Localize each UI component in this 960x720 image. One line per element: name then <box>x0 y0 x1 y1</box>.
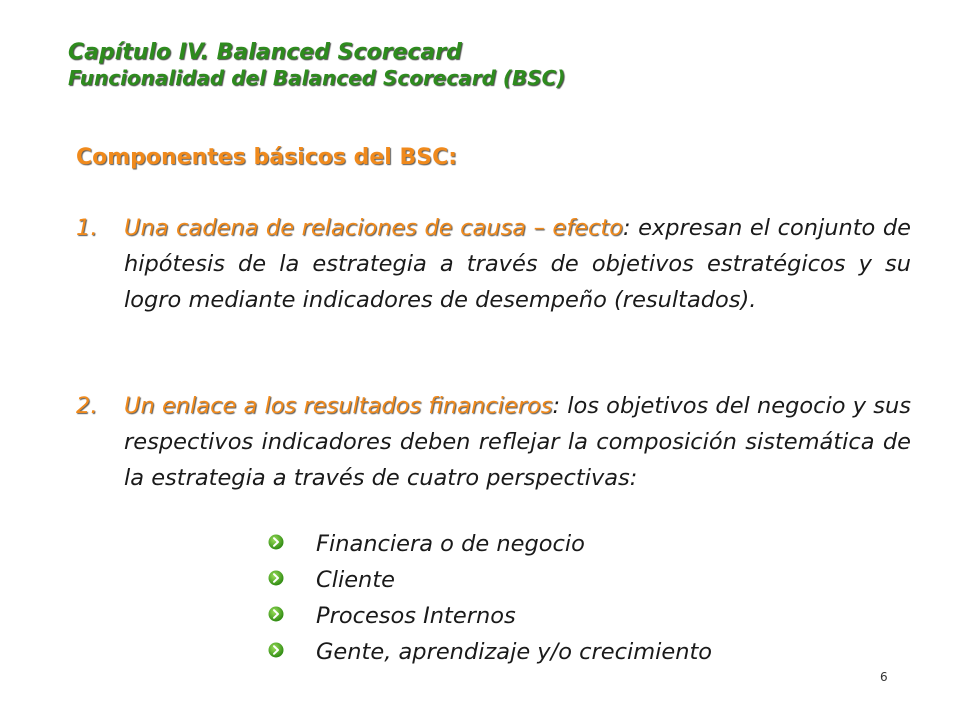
list-item-text: : los objetivos del negocio y sus respectivos indicadores deben reflejar la composición sistemática de la estrategia a través de cuatro perspectivas: <box>124 393 911 491</box>
slide-header <box>68 40 565 90</box>
perspectives-list <box>268 526 712 670</box>
list-item-text: : expresan el conjunto de hipótesis de la estrategia a través de objetivos estratégicos y su logro mediante indicadores de desempeño (resultados). <box>124 215 911 313</box>
list-item-causal-chain <box>76 210 911 318</box>
perspective-label: Gente, aprendizaje y/o crecimiento <box>316 639 713 665</box>
list-item-financial-link <box>76 388 911 496</box>
perspective-item <box>268 562 712 598</box>
list-item-lead: Una cadena de relaciones de causa – efecto <box>124 215 623 241</box>
chapter-title: Capítulo IV. Balanced Scorecard <box>68 40 462 65</box>
page-number: 6 <box>880 670 888 684</box>
list-number: 2. <box>76 393 98 419</box>
perspective-label: Financiera o de negocio <box>316 531 585 557</box>
section-title: Componentes básicos del BSC: <box>76 145 458 170</box>
perspective-label: Procesos Internos <box>316 603 516 629</box>
perspective-item <box>268 526 712 562</box>
chapter-subtitle: Funcionalidad del Balanced Scorecard (BSC) <box>68 66 566 90</box>
green-arrow-circle-icon <box>268 534 284 550</box>
list-item-body <box>124 388 911 496</box>
list-number: 1. <box>76 215 98 241</box>
list-item-lead: Un enlace a los resultados financieros <box>124 393 553 419</box>
perspective-item <box>268 634 712 670</box>
list-item-body <box>124 210 911 318</box>
perspective-item <box>268 598 712 634</box>
green-arrow-circle-icon <box>268 570 284 586</box>
green-arrow-circle-icon <box>268 606 284 622</box>
green-arrow-circle-icon <box>268 642 284 658</box>
perspective-label: Cliente <box>316 567 395 593</box>
